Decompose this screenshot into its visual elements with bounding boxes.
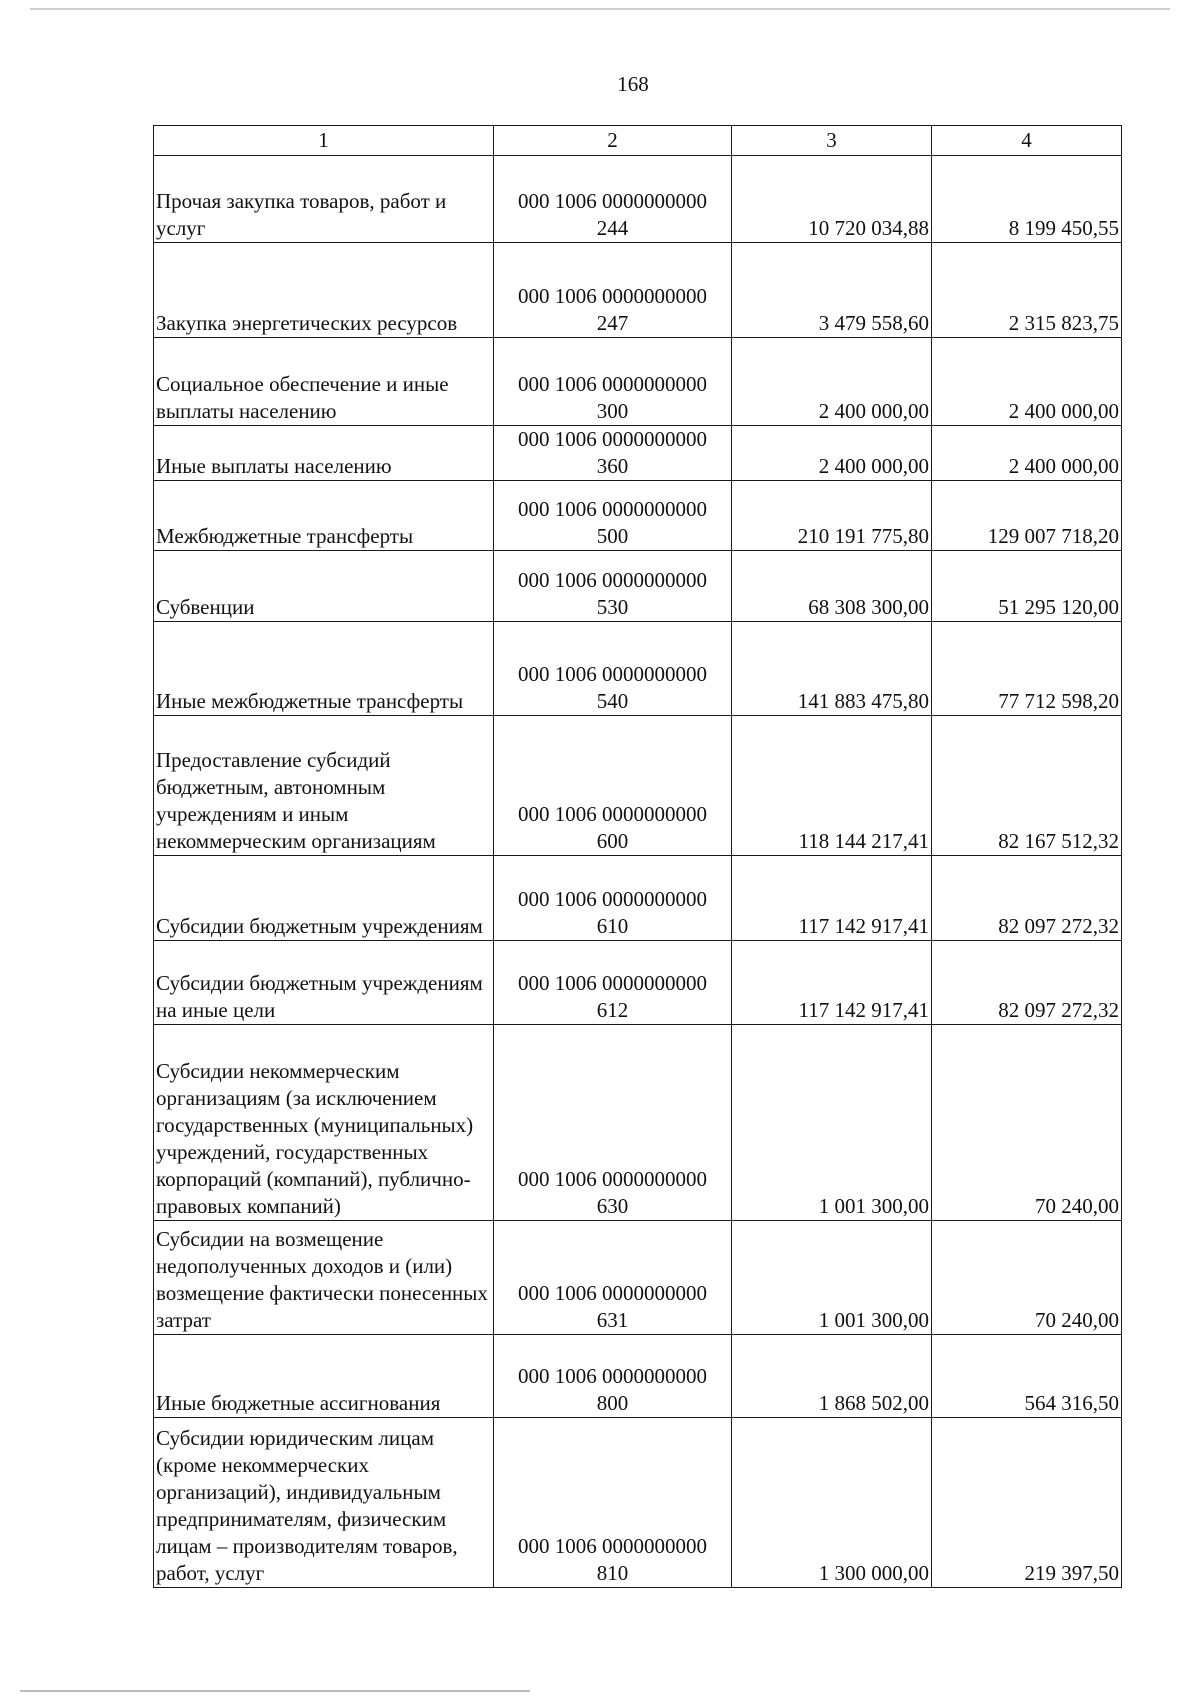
code-suffix: 610: [596, 914, 629, 938]
table-row: [154, 426, 1122, 481]
header-col-4: 4: [932, 126, 1122, 156]
table-row: [154, 243, 1122, 338]
row-col4-value: 2 315 823,75: [932, 243, 1122, 338]
row-col4-value: 564 316,50: [932, 1335, 1122, 1418]
row-code: [494, 941, 732, 1025]
row-col3-value: 2 400 000,00: [732, 338, 932, 426]
row-code: [494, 426, 732, 481]
row-code: [494, 551, 732, 622]
code-prefix: 000 1006 0000000000: [518, 662, 707, 686]
row-name: Иные выплаты населению: [154, 426, 494, 481]
row-col4-value: 82 167 512,32: [932, 716, 1122, 856]
code-suffix: 244: [596, 216, 629, 240]
row-col3-value: 1 001 300,00: [732, 1025, 932, 1221]
row-col3-value: 210 191 775,80: [732, 481, 932, 551]
row-col3-value: 117 142 917,41: [732, 941, 932, 1025]
table-row: [154, 551, 1122, 622]
row-col4-value: 82 097 272,32: [932, 941, 1122, 1025]
code-suffix: 800: [596, 1391, 629, 1415]
row-col3-value: 118 144 217,41: [732, 716, 932, 856]
code-prefix: 000 1006 0000000000: [518, 284, 707, 308]
code-suffix: 247: [596, 311, 629, 335]
row-col4-value: 8 199 450,55: [932, 156, 1122, 243]
row-name: Субвенции: [154, 551, 494, 622]
row-col4-value: 77 712 598,20: [932, 622, 1122, 716]
row-code: [494, 622, 732, 716]
code-prefix: 000 1006 0000000000: [518, 372, 707, 396]
code-prefix: 000 1006 0000000000: [518, 1364, 707, 1388]
row-col3-value: 1 001 300,00: [732, 1221, 932, 1335]
code-suffix: 810: [596, 1561, 629, 1585]
header-col-1: 1: [154, 126, 494, 156]
table-row: [154, 338, 1122, 426]
row-code: [494, 338, 732, 426]
row-name: Субсидии некоммерческим организациям (за исключением государственных (муниципальных) учреждений, государственных корпораций (компаний), публично-правовых компаний): [154, 1025, 494, 1221]
code-prefix: 000 1006 0000000000: [518, 1534, 707, 1558]
row-code: [494, 156, 732, 243]
row-name: Иные бюджетные ассигнования: [154, 1335, 494, 1418]
row-name: Прочая закупка товаров, работ и услуг: [154, 156, 494, 243]
row-name: Субсидии бюджетным учреждениям: [154, 856, 494, 941]
row-name: Предоставление субсидий бюджетным, автономным учреждениям и иным некоммерческим организациям: [154, 716, 494, 856]
code-prefix: 000 1006 0000000000: [518, 1167, 707, 1191]
row-code: [494, 716, 732, 856]
row-col3-value: 10 720 034,88: [732, 156, 932, 243]
code-suffix: 300: [596, 399, 629, 423]
row-col3-value: 117 142 917,41: [732, 856, 932, 941]
row-col4-value: 2 400 000,00: [932, 426, 1122, 481]
row-code: [494, 1221, 732, 1335]
code-suffix: 631: [596, 1308, 629, 1332]
budget-table: [153, 125, 1122, 1588]
row-col4-value: 2 400 000,00: [932, 338, 1122, 426]
code-suffix: 540: [596, 689, 629, 713]
code-prefix: 000 1006 0000000000: [518, 189, 707, 213]
row-col3-value: 3 479 558,60: [732, 243, 932, 338]
table-row: [154, 481, 1122, 551]
code-suffix: 630: [596, 1194, 629, 1218]
row-name: Субсидии бюджетным учреждениям на иные цели: [154, 941, 494, 1025]
row-code: [494, 1335, 732, 1418]
row-code: [494, 243, 732, 338]
row-name: Социальное обеспечение и иные выплаты населению: [154, 338, 494, 426]
scan-edge-bottom: [20, 1690, 530, 1692]
row-name: Иные межбюджетные трансферты: [154, 622, 494, 716]
row-col3-value: 2 400 000,00: [732, 426, 932, 481]
row-col4-value: 51 295 120,00: [932, 551, 1122, 622]
row-code: [494, 1025, 732, 1221]
row-col4-value: 82 097 272,32: [932, 856, 1122, 941]
header-row: [154, 126, 1122, 156]
table-row: [154, 156, 1122, 243]
row-col3-value: 1 300 000,00: [732, 1418, 932, 1588]
table-row: [154, 1335, 1122, 1418]
row-col3-value: 141 883 475,80: [732, 622, 932, 716]
table-row: [154, 622, 1122, 716]
row-code: [494, 856, 732, 941]
row-name: Межбюджетные трансферты: [154, 481, 494, 551]
table-row: [154, 941, 1122, 1025]
code-prefix: 000 1006 0000000000: [518, 427, 707, 451]
row-code: [494, 1418, 732, 1588]
code-prefix: 000 1006 0000000000: [518, 971, 707, 995]
table-row: [154, 716, 1122, 856]
row-col4-value: 129 007 718,20: [932, 481, 1122, 551]
row-name: Субсидии на возмещение недополученных доходов и (или) возмещение фактически понесенных затрат: [154, 1221, 494, 1335]
row-col4-value: 219 397,50: [932, 1418, 1122, 1588]
row-col4-value: 70 240,00: [932, 1221, 1122, 1335]
code-prefix: 000 1006 0000000000: [518, 568, 707, 592]
table-row: [154, 1025, 1122, 1221]
header-col-3: 3: [732, 126, 932, 156]
code-suffix: 530: [596, 595, 629, 619]
table-row: [154, 856, 1122, 941]
table-body: [154, 156, 1122, 1588]
code-suffix: 360: [596, 454, 629, 478]
header-col-2: 2: [494, 126, 732, 156]
code-suffix: 600: [596, 829, 629, 853]
scan-edge-top: [30, 8, 1170, 10]
row-name: Закупка энергетических ресурсов: [154, 243, 494, 338]
page-number: 168: [617, 72, 649, 96]
code-prefix: 000 1006 0000000000: [518, 887, 707, 911]
code-suffix: 500: [596, 524, 629, 548]
row-col3-value: 68 308 300,00: [732, 551, 932, 622]
table-row: [154, 1418, 1122, 1588]
row-name: Субсидии юридическим лицам (кроме некоммерческих организаций), индивидуальным предпринимателям, физическим лицам – производителям товаров, работ, услуг: [154, 1418, 494, 1588]
code-suffix: 612: [596, 998, 629, 1022]
table-header: [154, 126, 1122, 156]
code-prefix: 000 1006 0000000000: [518, 1281, 707, 1305]
code-prefix: 000 1006 0000000000: [518, 497, 707, 521]
code-prefix: 000 1006 0000000000: [518, 802, 707, 826]
row-code: [494, 481, 732, 551]
table-row: [154, 1221, 1122, 1335]
row-col3-value: 1 868 502,00: [732, 1335, 932, 1418]
row-col4-value: 70 240,00: [932, 1025, 1122, 1221]
